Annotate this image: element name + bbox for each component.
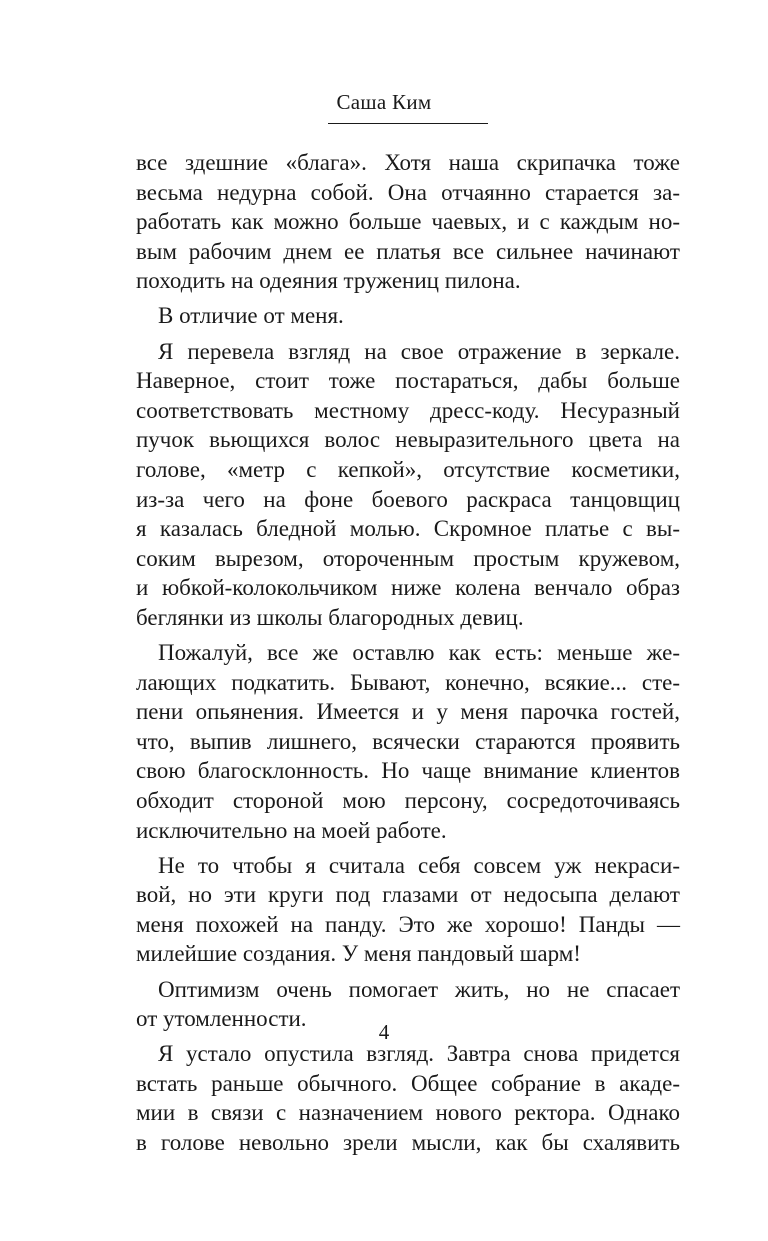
- text-line: мии в связи с назначением нового ректора. Однако: [136, 1100, 680, 1126]
- paragraph-2: [136, 301, 680, 331]
- text-line: и юбкой-колокольчиком ниже колена венчало образ: [136, 575, 680, 601]
- paragraph-1: [136, 148, 680, 296]
- body-text: [136, 148, 680, 1163]
- text-line: Пожалуй, все же оставлю как есть: меньше же-: [158, 640, 680, 665]
- text-line: что, выпив лишнего, всячески стараются проявить: [136, 728, 680, 754]
- text-line: обходит стороной мою персону, сосредоточиваясь: [136, 787, 680, 813]
- paragraph-3: [136, 337, 680, 633]
- text-line: походить на одеяния тружениц пилона.: [136, 268, 521, 294]
- header-rule: [328, 123, 488, 124]
- text-line: исключительно на моей работе.: [136, 817, 447, 843]
- text-line: соким вырезом, отороченным простым кружевом,: [136, 545, 680, 571]
- text-line: голове, «метр с кепкой», отсутствие косметики,: [136, 456, 680, 482]
- text-line: Оптимизм очень помогает жить, но не спасает: [158, 976, 680, 1002]
- text-line: соответствовать местному дресс-коду. Несуразный: [136, 397, 680, 423]
- text-line: вым рабочим днем ее платья все сильнее начинают: [136, 238, 680, 264]
- text-line: меня похожей на панду. Это же хорошо! Панды —: [136, 911, 680, 937]
- text-line: пучок вьющихся волос невыразительного цвета на: [136, 427, 680, 453]
- paragraph-4: [136, 638, 680, 845]
- paragraph-7: [136, 1039, 680, 1157]
- text-line: пени опьянения. Имеется и у меня парочка гостей,: [136, 699, 680, 725]
- text-line: Я перевела взгляд на свое отражение в зеркале.: [158, 338, 680, 364]
- text-line: весьма недурна собой. Она отчаянно старается за-: [136, 179, 680, 205]
- running-head-author: Саша Ким: [336, 90, 432, 114]
- text-line: Я устало опустила взгляд. Завтра снова придется: [158, 1041, 680, 1067]
- text-line: свою благосклонность. Но чаще внимание клиентов: [136, 758, 680, 784]
- text-line: все здешние «блага». Хотя наша скрипачка тоже: [136, 150, 680, 175]
- text-line: Наверное, стоит тоже постараться, дабы больше: [136, 368, 680, 394]
- page-number: 4: [378, 1020, 390, 1044]
- text-line: работать как можно больше чаевых, и с каждым но-: [136, 209, 680, 235]
- text-line: в голове невольно зрели мысли, как бы схалявить: [136, 1130, 680, 1155]
- text-line: В отличие от меня.: [158, 303, 344, 329]
- paragraph-5: [136, 851, 680, 969]
- text-line: беглянки из школы благородных девиц.: [136, 604, 524, 630]
- text-line: из-за чего на фоне боевого раскраса танцовщиц: [136, 486, 680, 512]
- text-line: встать раньше обычного. Общее собрание в акаде-: [136, 1070, 680, 1096]
- text-line: милейшие создания. У меня пандовый шарм!: [136, 941, 581, 967]
- text-line: вой, но эти круги под глазами от недосыпа делают: [136, 882, 680, 908]
- text-line: от утомленности.: [136, 1006, 307, 1032]
- text-line: лающих подкатить. Бывают, конечно, всякие... сте-: [136, 669, 680, 695]
- text-line: Не то чтобы я считала себя совсем уж некраси-: [158, 852, 680, 878]
- text-line: я казалась бледной молью. Скромное платье с вы-: [136, 516, 680, 542]
